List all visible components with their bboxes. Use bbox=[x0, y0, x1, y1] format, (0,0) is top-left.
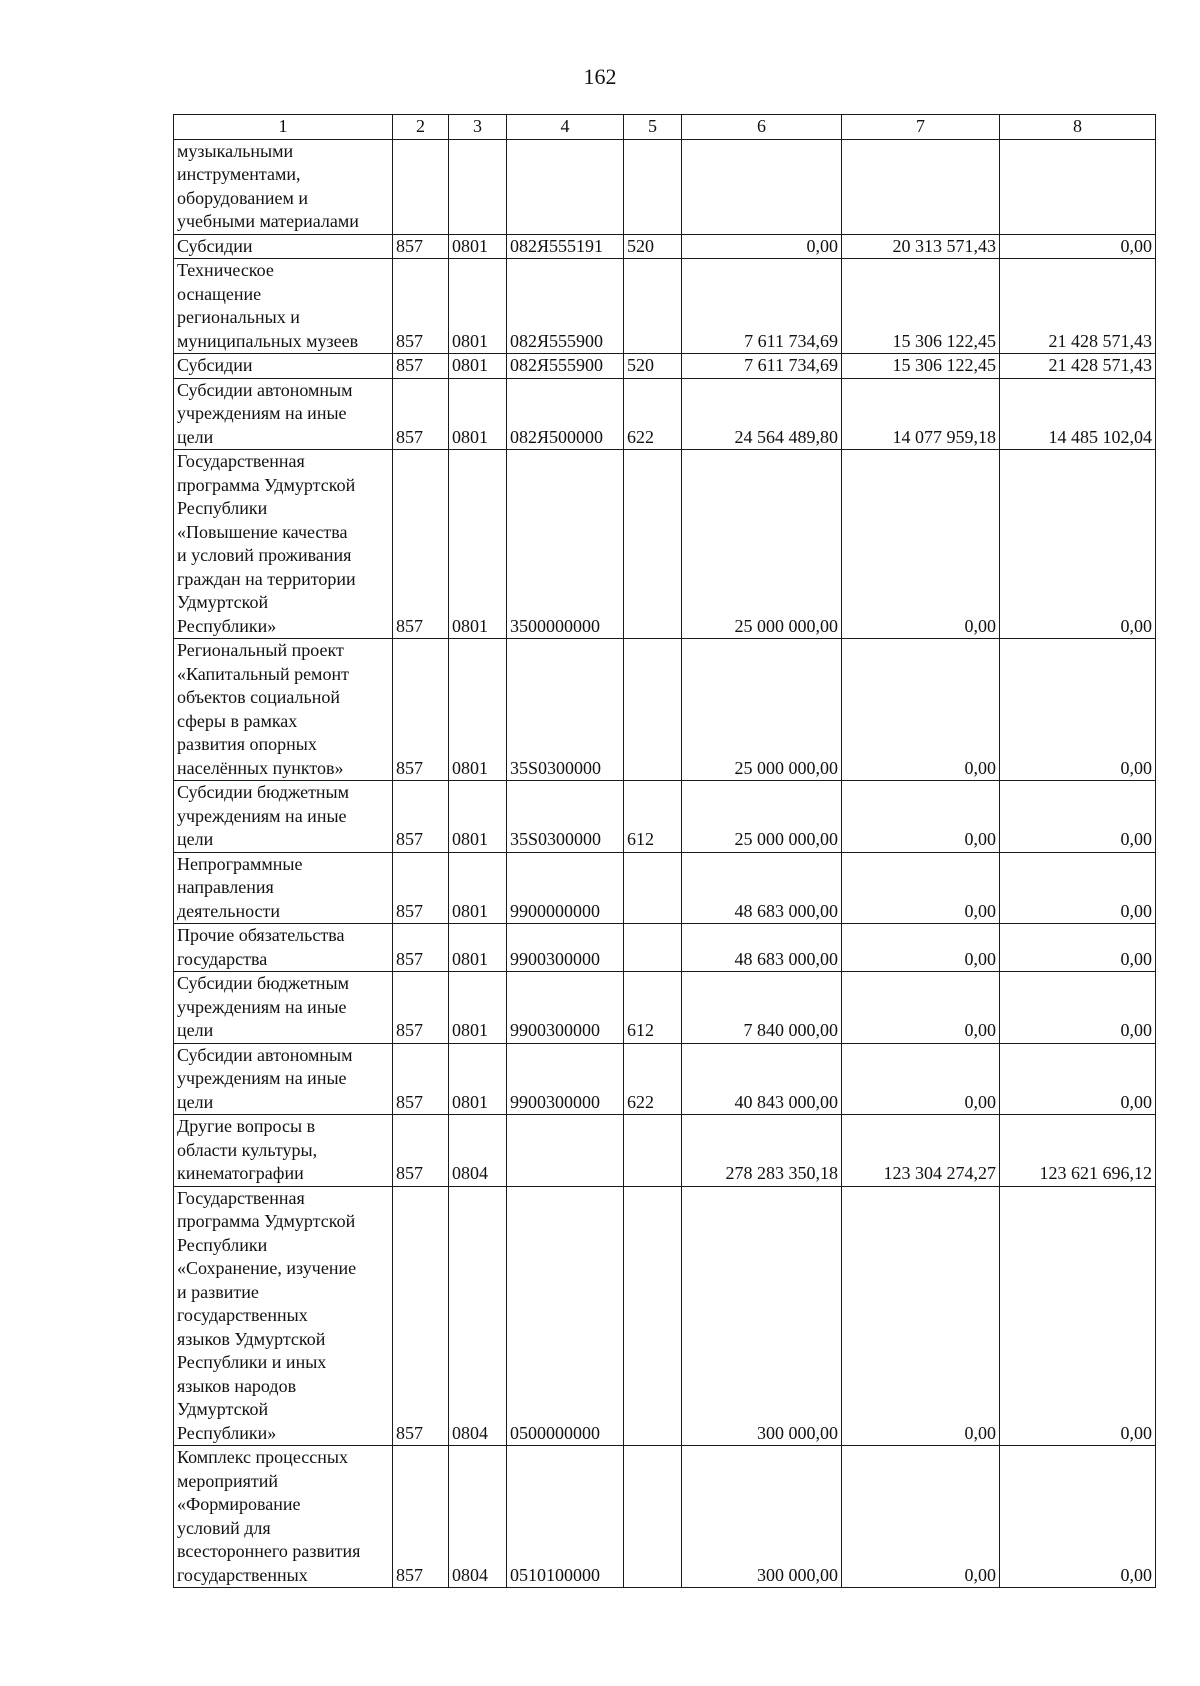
section-code: 0801 bbox=[449, 639, 507, 781]
ministry-code: 857 bbox=[393, 354, 449, 379]
amount-year-1: 7 840 000,00 bbox=[682, 972, 842, 1044]
amount-year-1: 7 611 734,69 bbox=[682, 354, 842, 379]
section-code: 0801 bbox=[449, 259, 507, 354]
target-article-code: 0500000000 bbox=[507, 1186, 624, 1446]
target-article-code: 0510100000 bbox=[507, 1446, 624, 1588]
row-name: Субсидии автономным учреждениям на иные цели bbox=[174, 378, 393, 450]
row-name: музыкальными инструментами, оборудованием и учебными материалами bbox=[174, 139, 393, 234]
target-article-code: 35S0300000 bbox=[507, 781, 624, 853]
section-code: 0801 bbox=[449, 1043, 507, 1115]
ministry-code: 857 bbox=[393, 639, 449, 781]
amount-year-3: 0,00 bbox=[1000, 639, 1156, 781]
ministry-code: 857 bbox=[393, 1043, 449, 1115]
amount-year-2: 0,00 bbox=[842, 781, 1000, 853]
target-article-code bbox=[507, 139, 624, 234]
ministry-code: 857 bbox=[393, 852, 449, 924]
expense-type-code: 622 bbox=[624, 378, 682, 450]
amount-year-3: 0,00 bbox=[1000, 1186, 1156, 1446]
target-article-code: 082Я555900 bbox=[507, 354, 624, 379]
expense-type-code: 520 bbox=[624, 354, 682, 379]
ministry-code: 857 bbox=[393, 234, 449, 259]
amount-year-1: 25 000 000,00 bbox=[682, 450, 842, 639]
amount-year-2: 0,00 bbox=[842, 1186, 1000, 1446]
amount-year-2: 0,00 bbox=[842, 639, 1000, 781]
section-code: 0801 bbox=[449, 234, 507, 259]
row-name: Прочие обязательства государства bbox=[174, 924, 393, 972]
amount-year-1: 0,00 bbox=[682, 234, 842, 259]
amount-year-2: 0,00 bbox=[842, 450, 1000, 639]
table-row bbox=[174, 259, 1156, 354]
ministry-code: 857 bbox=[393, 1115, 449, 1187]
column-number-5: 5 bbox=[624, 115, 682, 140]
row-name: Государственная программа Удмуртской Республики «Сохранение, изучение и развитие государственных языков Удмуртской Республики и иных языков народов Удмуртской Республики» bbox=[174, 1186, 393, 1446]
amount-year-2: 0,00 bbox=[842, 1446, 1000, 1588]
expense-type-code: 622 bbox=[624, 1043, 682, 1115]
amount-year-3 bbox=[1000, 139, 1156, 234]
row-name: Комплекс процессных мероприятий «Формирование условий для всестороннего развития государственных bbox=[174, 1446, 393, 1588]
expense-type-code: 612 bbox=[624, 781, 682, 853]
target-article-code: 082Я555191 bbox=[507, 234, 624, 259]
amount-year-2: 15 306 122,45 bbox=[842, 259, 1000, 354]
amount-year-1 bbox=[682, 139, 842, 234]
ministry-code: 857 bbox=[393, 450, 449, 639]
section-code: 0801 bbox=[449, 450, 507, 639]
expense-type-code: 612 bbox=[624, 972, 682, 1044]
page-number: 162 bbox=[583, 64, 617, 89]
section-code: 0804 bbox=[449, 1115, 507, 1187]
amount-year-2: 15 306 122,45 bbox=[842, 354, 1000, 379]
ministry-code: 857 bbox=[393, 972, 449, 1044]
expense-type-code bbox=[624, 1186, 682, 1446]
amount-year-1: 48 683 000,00 bbox=[682, 924, 842, 972]
amount-year-2: 14 077 959,18 bbox=[842, 378, 1000, 450]
row-name: Другие вопросы в области культуры, кинематографии bbox=[174, 1115, 393, 1187]
amount-year-3: 21 428 571,43 bbox=[1000, 259, 1156, 354]
table-row bbox=[174, 378, 1156, 450]
section-code: 0801 bbox=[449, 354, 507, 379]
section-code: 0801 bbox=[449, 378, 507, 450]
amount-year-3: 0,00 bbox=[1000, 972, 1156, 1044]
table-row bbox=[174, 139, 1156, 234]
column-number-1: 1 bbox=[174, 115, 393, 140]
expense-type-code: 520 bbox=[624, 234, 682, 259]
amount-year-2: 0,00 bbox=[842, 852, 1000, 924]
row-name: Субсидии bbox=[174, 234, 393, 259]
target-article-code: 3500000000 bbox=[507, 450, 624, 639]
target-article-code: 9900300000 bbox=[507, 972, 624, 1044]
table-row bbox=[174, 924, 1156, 972]
amount-year-1: 24 564 489,80 bbox=[682, 378, 842, 450]
ministry-code: 857 bbox=[393, 1186, 449, 1446]
amount-year-3: 0,00 bbox=[1000, 1043, 1156, 1115]
amount-year-1: 7 611 734,69 bbox=[682, 259, 842, 354]
expense-type-code bbox=[624, 1115, 682, 1187]
amount-year-3: 0,00 bbox=[1000, 234, 1156, 259]
section-code bbox=[449, 139, 507, 234]
amount-year-3: 0,00 bbox=[1000, 852, 1156, 924]
column-number-6: 6 bbox=[682, 115, 842, 140]
amount-year-1: 25 000 000,00 bbox=[682, 781, 842, 853]
column-number-row bbox=[174, 115, 1156, 140]
section-code: 0804 bbox=[449, 1186, 507, 1446]
amount-year-3: 0,00 bbox=[1000, 781, 1156, 853]
expense-type-code bbox=[624, 852, 682, 924]
table-row bbox=[174, 852, 1156, 924]
amount-year-3: 123 621 696,12 bbox=[1000, 1115, 1156, 1187]
amount-year-1: 40 843 000,00 bbox=[682, 1043, 842, 1115]
row-name: Государственная программа Удмуртской Республики «Повышение качества и условий проживания граждан на территории Удмуртской Республики» bbox=[174, 450, 393, 639]
row-name: Региональный проект «Капитальный ремонт объектов социальной сферы в рамках развития опорных населённых пунктов» bbox=[174, 639, 393, 781]
table-row bbox=[174, 1043, 1156, 1115]
amount-year-1: 48 683 000,00 bbox=[682, 852, 842, 924]
section-code: 0801 bbox=[449, 852, 507, 924]
section-code: 0801 bbox=[449, 781, 507, 853]
column-number-3: 3 bbox=[449, 115, 507, 140]
target-article-code: 082Я500000 bbox=[507, 378, 624, 450]
table-row bbox=[174, 781, 1156, 853]
row-name: Субсидии бюджетным учреждениям на иные цели bbox=[174, 972, 393, 1044]
amount-year-1: 300 000,00 bbox=[682, 1446, 842, 1588]
target-article-code: 082Я555900 bbox=[507, 259, 624, 354]
amount-year-3: 0,00 bbox=[1000, 450, 1156, 639]
amount-year-3: 0,00 bbox=[1000, 924, 1156, 972]
target-article-code: 9900000000 bbox=[507, 852, 624, 924]
amount-year-2: 0,00 bbox=[842, 1043, 1000, 1115]
row-name: Субсидии автономным учреждениям на иные цели bbox=[174, 1043, 393, 1115]
section-code: 0804 bbox=[449, 1446, 507, 1588]
row-name: Субсидии бюджетным учреждениям на иные цели bbox=[174, 781, 393, 853]
amount-year-2: 0,00 bbox=[842, 972, 1000, 1044]
target-article-code: 9900300000 bbox=[507, 924, 624, 972]
amount-year-2 bbox=[842, 139, 1000, 234]
target-article-code: 9900300000 bbox=[507, 1043, 624, 1115]
column-number-4: 4 bbox=[507, 115, 624, 140]
column-number-2: 2 bbox=[393, 115, 449, 140]
expense-type-code bbox=[624, 639, 682, 781]
amount-year-2: 0,00 bbox=[842, 924, 1000, 972]
section-code: 0801 bbox=[449, 972, 507, 1044]
section-code: 0801 bbox=[449, 924, 507, 972]
expense-type-code bbox=[624, 259, 682, 354]
amount-year-1: 278 283 350,18 bbox=[682, 1115, 842, 1187]
row-name: Техническое оснащение региональных и муниципальных музеев bbox=[174, 259, 393, 354]
expense-type-code bbox=[624, 139, 682, 234]
table-row bbox=[174, 234, 1156, 259]
amount-year-3: 0,00 bbox=[1000, 1446, 1156, 1588]
ministry-code: 857 bbox=[393, 378, 449, 450]
column-number-8: 8 bbox=[1000, 115, 1156, 140]
amount-year-1: 300 000,00 bbox=[682, 1186, 842, 1446]
table-row bbox=[174, 972, 1156, 1044]
expense-type-code bbox=[624, 450, 682, 639]
table-row bbox=[174, 450, 1156, 639]
ministry-code: 857 bbox=[393, 1446, 449, 1588]
table-row bbox=[174, 639, 1156, 781]
amount-year-2: 20 313 571,43 bbox=[842, 234, 1000, 259]
ministry-code: 857 bbox=[393, 924, 449, 972]
column-number-7: 7 bbox=[842, 115, 1000, 140]
expense-type-code bbox=[624, 924, 682, 972]
target-article-code: 35S0300000 bbox=[507, 639, 624, 781]
target-article-code bbox=[507, 1115, 624, 1187]
row-name: Непрограммные направления деятельности bbox=[174, 852, 393, 924]
amount-year-3: 21 428 571,43 bbox=[1000, 354, 1156, 379]
expense-type-code bbox=[624, 1446, 682, 1588]
amount-year-2: 123 304 274,27 bbox=[842, 1115, 1000, 1187]
table-row bbox=[174, 1446, 1156, 1588]
ministry-code: 857 bbox=[393, 259, 449, 354]
amount-year-1: 25 000 000,00 bbox=[682, 639, 842, 781]
table-row bbox=[174, 354, 1156, 379]
table-row bbox=[174, 1186, 1156, 1446]
table-row bbox=[174, 1115, 1156, 1187]
amount-year-3: 14 485 102,04 bbox=[1000, 378, 1156, 450]
row-name: Субсидии bbox=[174, 354, 393, 379]
ministry-code bbox=[393, 139, 449, 234]
budget-table bbox=[173, 114, 1156, 1588]
ministry-code: 857 bbox=[393, 781, 449, 853]
